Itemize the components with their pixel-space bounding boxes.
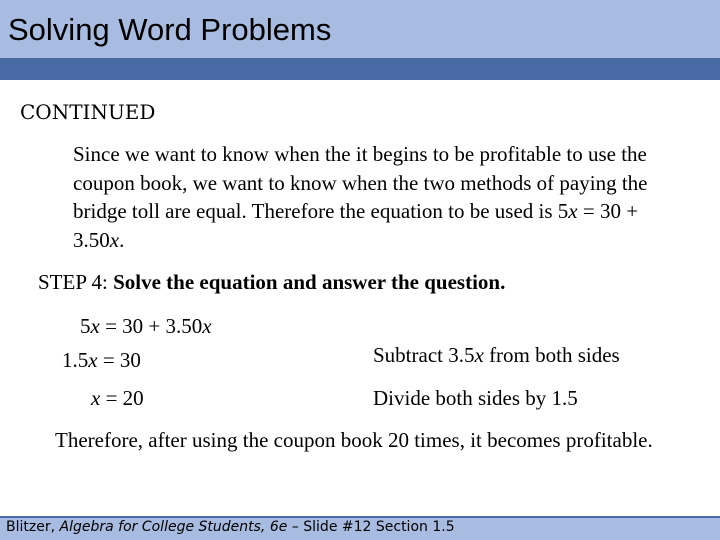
step-instruction: Solve the equation and answer the question. [113, 270, 506, 294]
equation-1 [80, 314, 212, 339]
para-variable-2: x [109, 227, 120, 252]
eq1-rhs: = 30 + 3.50 [99, 314, 203, 338]
note1-variable: x [474, 343, 484, 367]
step-label: STEP 4: [38, 270, 114, 294]
title-accent-stripe [0, 58, 720, 80]
eq3-variable: x [91, 386, 101, 410]
footer-book-title: Algebra for College Students, 6e [59, 519, 288, 535]
eq3-rhs: = 20 [100, 386, 144, 410]
continued-label: CONTINUED [20, 100, 156, 124]
conclusion-text: Therefore, after using the coupon book 20 times, it becomes profitable. [55, 428, 653, 452]
para-variable-1: x [568, 199, 578, 223]
note1-pre: Subtract 3.5 [373, 343, 475, 367]
eq1-coefficient: 5 [80, 314, 91, 338]
note-divide: Divide both sides by 1.5 [373, 386, 578, 410]
eq2-coefficient: 1.5 [62, 348, 89, 372]
slide-title: Solving Word Problems [8, 12, 332, 47]
footer-slide-info: – Slide #12 Section 1.5 [287, 519, 455, 535]
intro-paragraph [73, 140, 693, 254]
eq1-rhs-variable: x [202, 314, 212, 338]
para-end: . [119, 227, 125, 252]
footer-citation [6, 519, 455, 535]
eq2-rhs: = 30 [97, 348, 141, 372]
note-subtract [373, 343, 620, 368]
footer-author: Blitzer, [6, 519, 60, 535]
equation-3 [91, 386, 144, 411]
para-text-2: = 30 + 3.50 [73, 199, 639, 252]
equation-2 [62, 348, 141, 373]
eq1-variable: x [90, 314, 100, 338]
eq2-variable: x [88, 348, 98, 372]
note1-post: from both sides [483, 343, 620, 367]
step-heading [38, 270, 505, 295]
para-text-1: Since we want to know when the it begins to be profitable to use the coupon book, we want to know when the two methods of paying the bridge toll are equal. Therefore the equation to be used is 5 [73, 142, 648, 223]
